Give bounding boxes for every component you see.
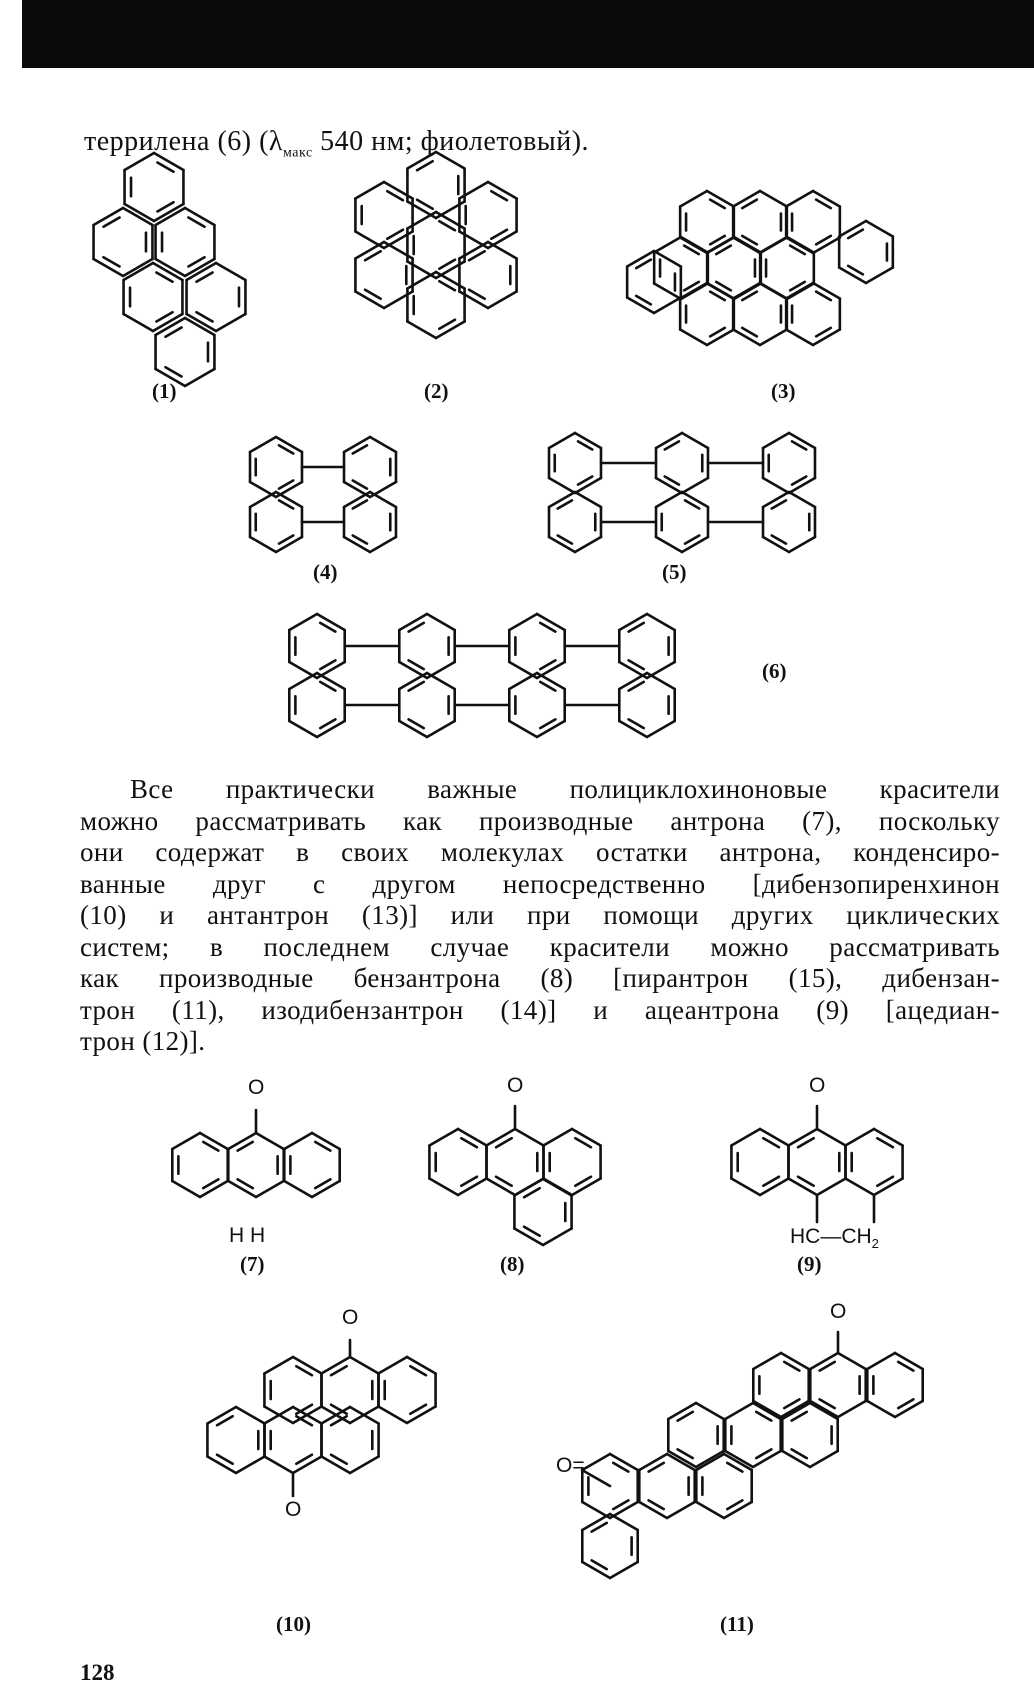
label-1: (1) <box>152 379 177 403</box>
ring-bond <box>810 1451 838 1467</box>
label-7: (7) <box>240 1252 265 1276</box>
label-6: (6) <box>762 659 787 683</box>
paragraph-line: (10) и антантрон (13)] или при помощи других циклических <box>80 900 1000 930</box>
atom-h2-sub: 2 <box>871 1236 879 1252</box>
ring-bond <box>696 1502 724 1518</box>
ring-bond <box>838 1401 866 1417</box>
atom-o-9: O <box>809 1074 826 1097</box>
ring-bond <box>838 1353 866 1369</box>
paragraph-line: трон (11), изодибензантрон (14)] и ацеантрона (9) [ацедиан- <box>80 994 1000 1025</box>
ring-bond <box>610 1514 638 1530</box>
lambda-subscript: макс <box>283 145 313 161</box>
paragraph-line: можно рассматривать как производные антрона (7), поскольку <box>80 805 1000 836</box>
ring-bond <box>667 1502 695 1518</box>
atom-o-11-left: O= <box>556 1454 585 1477</box>
label-4: (4) <box>313 560 338 584</box>
ring-bond <box>810 1403 838 1419</box>
paragraph-line: они содержат в своих молекулах остатки антрона, конденсиро- <box>80 837 1000 867</box>
ring-bond <box>696 1454 724 1470</box>
label-10: (10) <box>276 1612 311 1636</box>
ring-bond <box>867 1401 895 1417</box>
intro-text: террилена (6) (λ <box>84 126 284 157</box>
atom-h-7: H H <box>229 1224 266 1247</box>
paragraph-line: как производные бензантрона (8) [пирантрон (15), дибензан- <box>80 963 1000 993</box>
atom-o-10-bottom: O <box>285 1498 302 1521</box>
atom-o-8: O <box>507 1074 524 1097</box>
label-8: (8) <box>500 1252 525 1276</box>
atom-o-7: O <box>248 1076 265 1099</box>
paragraph-line: ванные друг с другом непосредственно [дибензопиренхинон <box>80 868 1000 899</box>
label-5: (5) <box>662 560 687 584</box>
paragraph-line: Все практически важные полициклохиноновые красители <box>130 774 1000 804</box>
page-number: 128 <box>80 1660 115 1685</box>
ring-bond <box>725 1403 753 1419</box>
ring-bond <box>696 1451 724 1467</box>
ring-bond <box>696 1403 724 1419</box>
link-bond <box>582 1470 610 1486</box>
ring-bond <box>610 1562 638 1578</box>
ring-bond <box>753 1401 781 1417</box>
atom-o-11-top: O <box>830 1300 847 1323</box>
paragraph-line: систем; в последнем случае красители можно рассматривать <box>80 931 1000 962</box>
label-3: (3) <box>771 379 796 403</box>
label-11: (11) <box>720 1612 754 1636</box>
intro-text-end: 540 нм; фиолетовый). <box>312 126 590 157</box>
ring-bond <box>582 1454 610 1470</box>
atom-o-10-top: O <box>342 1306 359 1329</box>
ring-bond <box>867 1353 895 1369</box>
paragraph-line: трон (12)]. <box>80 1026 206 1056</box>
atom-hc-text: HC—CH <box>790 1225 872 1248</box>
label-9: (9) <box>797 1252 822 1276</box>
label-2: (2) <box>424 379 449 403</box>
ring-bond <box>753 1353 781 1369</box>
